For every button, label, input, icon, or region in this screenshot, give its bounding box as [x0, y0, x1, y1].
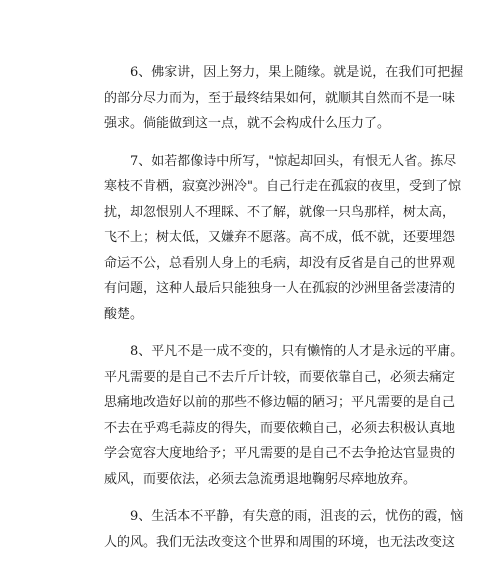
paragraph-6	[104, 60, 464, 137]
text-line: 9、生活本不平静，有失意的雨，沮丧的云，忧伤的霞，恼	[130, 509, 464, 524]
text-line: 6、佛家讲，因上努力，果上随缘。就是说，在我们可把握	[130, 65, 464, 80]
text-line: 平凡需要的是自己不去斤斤计较，而要依靠自己，必须去痛定	[104, 369, 456, 385]
text-line: 命运不公，总看别人身上的毛病，却没有反省是自己的世界观	[104, 255, 456, 271]
text-line: 学会宽容大度地给予；平凡需要的是自己不去争抢达官显贵的	[104, 446, 456, 461]
text-line: 飞不上；树太低，又嫌弃不愿落。高不成，低不就，还要埋怨	[104, 230, 456, 245]
text-line: 7、如若都像诗中所写，"惊起却回头，有恨无人省。拣尽	[130, 153, 457, 169]
text-line: 人的风。我们无法改变这个世界和周围的环境，也无法改变这	[104, 534, 456, 550]
text-line: 威风，而要依法，必须去急流勇退地鞠躬尽瘁地放弃。	[104, 471, 417, 487]
text-line: 思痛地改造好以前的那些不修边幅的陋习；平凡需要的是自己	[104, 395, 456, 410]
text-line: 有问题，这种人最后只能独身一人在孤寂的沙洲里备尝凄清的	[104, 281, 456, 296]
text-line: 的部分尽力而为，至于最终结果如何，就顺其自然而不是一味	[104, 90, 456, 106]
paragraph-8	[104, 339, 464, 492]
text-line: 寒枝不肯栖，寂寞沙洲冷"。自己行走在孤寂的夜里，受到了惊	[104, 179, 461, 194]
text-line: 扰，却忽恨别人不理睬、不了解，就像一只鸟那样，树太高，	[104, 204, 456, 220]
text-line: 8、平凡不是一成不变的，只有懒惰的人才是永远的平庸。	[130, 344, 464, 359]
text-line: 酸楚。	[104, 306, 144, 322]
paragraph-9	[104, 504, 464, 555]
paragraph-7	[104, 149, 461, 328]
text-line: 强求。倘能做到这一点，就不会构成什么压力了。	[104, 116, 391, 131]
text-line: 不去在乎鸡毛蒜皮的得失，而要依赖自己，必须去积极认真地	[104, 420, 456, 436]
document-body	[104, 60, 464, 566]
